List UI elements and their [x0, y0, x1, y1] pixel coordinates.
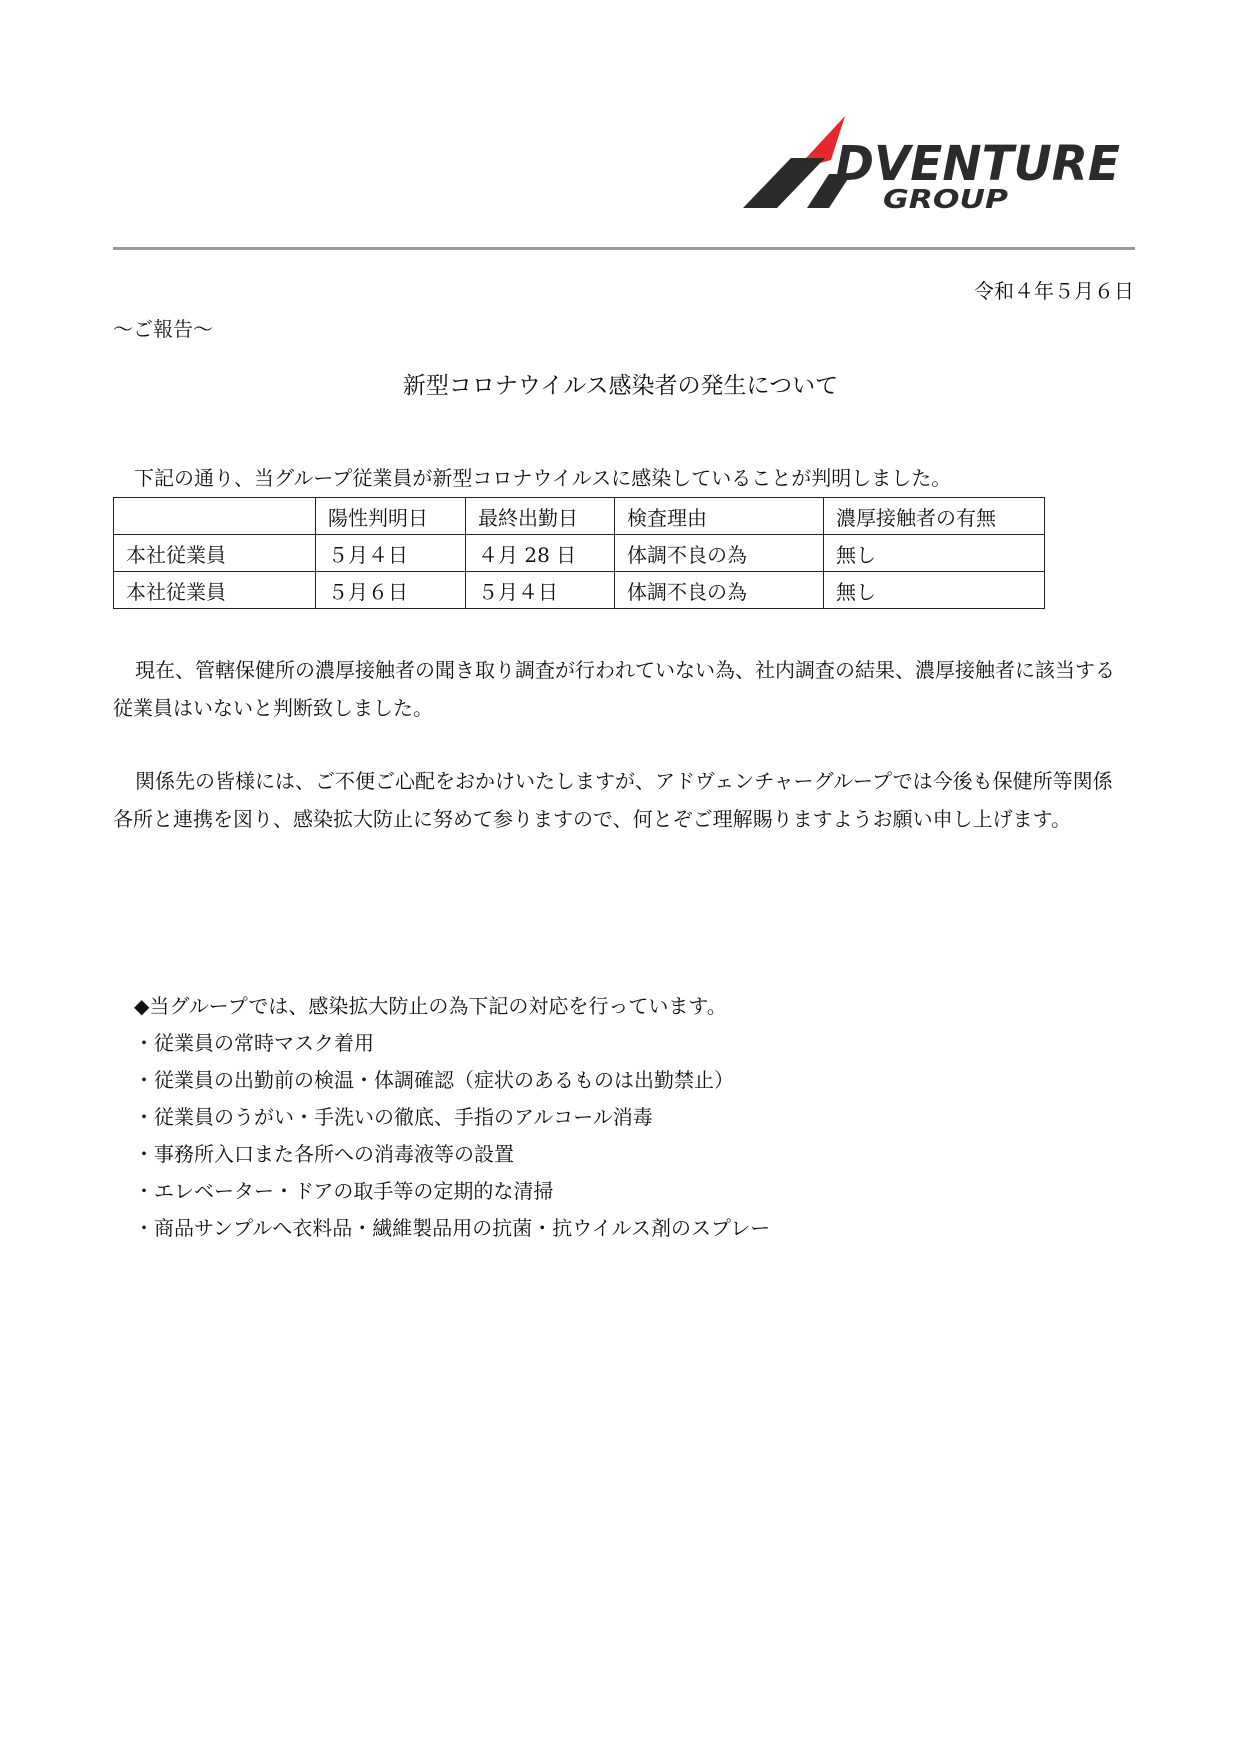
logo-sub-text: GROUP: [883, 185, 1008, 214]
infection-cases-table: [113, 497, 1045, 609]
cell-close-contacts: 無し: [824, 535, 1045, 572]
document-title: 新型コロナウイルス感染者の発生について: [402, 373, 839, 399]
header-cell-last-workday: 最終出勤日: [466, 498, 615, 535]
header-cell-blank: [114, 498, 316, 535]
adventure-group-logo: [733, 114, 1133, 214]
lead-sentence: 下記の通り、当グループ従業員が新型コロナウイルスに感染していることが判明しました。: [134, 466, 952, 490]
cell-test-reason: 体調不良の為: [615, 535, 824, 572]
table-header-row: [114, 498, 1045, 535]
header-divider: [113, 247, 1135, 250]
prevention-measures: [134, 990, 770, 1249]
logo-main-text: DVENTURE: [835, 136, 1121, 192]
cell-employee: 本社従業員: [114, 572, 316, 609]
cell-last-workday: ４月 28 日: [466, 535, 615, 572]
table-row: [114, 572, 1045, 609]
list-item: ・従業員の出勤前の検温・体調確認（症状のあるものは出勤禁止）: [134, 1068, 734, 1092]
header-cell-positive-date: 陽性判明日: [316, 498, 466, 535]
header-cell-test-reason: 検査理由: [615, 498, 824, 535]
apology-paragraph: 関係先の皆様には、ご不便ご心配をおかけいたしますが、アドヴェンチャーグループでは今後も保健所等関係各所と連携を図り、感染拡大防止に努めて参りますので、何とぞご理解賜りますようお願い申し上げます。: [113, 769, 1113, 831]
cell-test-reason: 体調不良の為: [615, 572, 824, 609]
report-label: ～ご報告～: [113, 317, 213, 341]
list-item: ・従業員のうがい・手洗いの徹底、手指のアルコール消毒: [134, 1105, 653, 1129]
investigation-paragraph: 現在、管轄保健所の濃厚接触者の聞き取り調査が行われていない為、社内調査の結果、濃厚接触者に該当する従業員はいないと判断致しました。: [113, 658, 1115, 720]
list-item: ・商品サンプルへ衣料品・繊維製品用の抗菌・抗ウイルス剤のスプレー: [134, 1216, 771, 1240]
cell-close-contacts: 無し: [824, 572, 1045, 609]
measures-heading: ◆当グループでは、感染拡大防止の為下記の対応を行っています。: [134, 994, 727, 1018]
document-date: 令和４年５月６日: [974, 279, 1134, 303]
cell-positive-date: ５月６日: [316, 572, 466, 609]
list-item: ・従業員の常時マスク着用: [134, 1031, 374, 1055]
header-cell-close-contacts: 濃厚接触者の有無: [824, 498, 1045, 535]
table-row: [114, 535, 1045, 572]
cell-last-workday: ５月４日: [466, 572, 615, 609]
cell-employee: 本社従業員: [114, 535, 316, 572]
list-item: ・事務所入口また各所への消毒液等の設置: [134, 1142, 514, 1166]
cell-positive-date: ５月４日: [316, 535, 466, 572]
list-item: ・エレベーター・ドアの取手等の定期的な清掃: [134, 1179, 554, 1203]
